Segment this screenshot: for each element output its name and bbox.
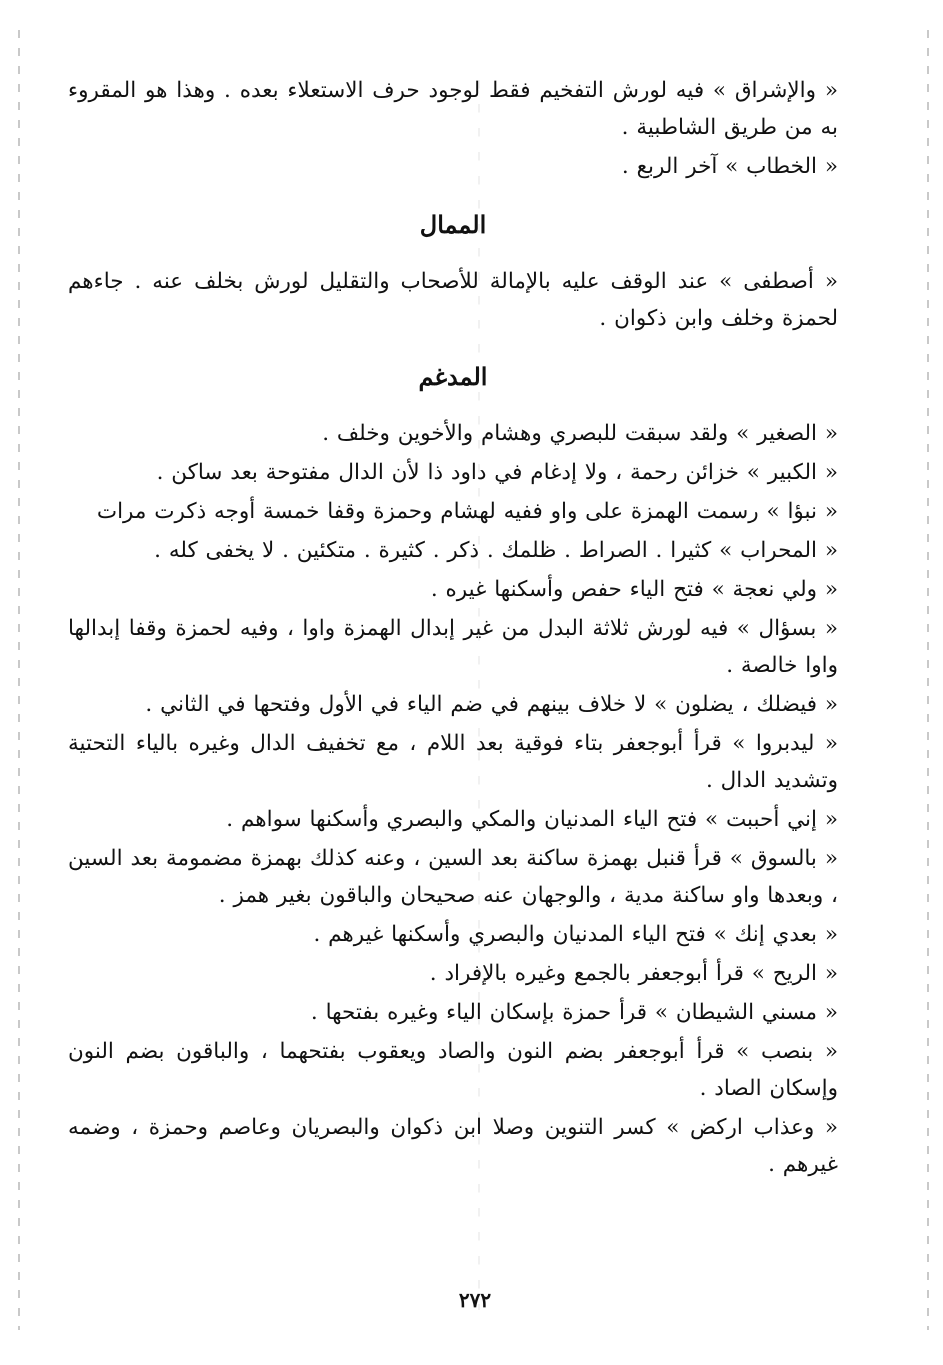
paragraph-ishraq: « والإشراق » فيه لورش التفخيم فقط لوجود حرف الاستعلاء بعده . وهذا هو المقروء به من طريق الشاطبية . xyxy=(68,78,838,140)
paragraph-massaniya: « مسني الشيطان » قرأ حمزة بإسكان الياء وغيره بفتحها . xyxy=(310,1000,838,1025)
left-scan-dots xyxy=(18,30,20,1330)
paragraph-kabir: « الكبير » خزائن رحمة ، ولا إدغام في داود ذا لأن الدال مفتوحة بعد ساكن . xyxy=(156,460,838,485)
paragraph-khitab: « الخطاب » آخر الربع . xyxy=(621,154,838,179)
arabic-text-block xyxy=(68,72,838,1185)
paragraph-bisuali: « بسؤال » فيه لورش ثلاثة البدل من غير إبدال الهمزة واوا ، وفيه لحمزة وقفا إبدالها واوا خالصة . xyxy=(68,616,838,678)
paragraph-saghir: « الصغير » ولقد سبقت للبصري وهشام والأخوين وخلف . xyxy=(322,421,838,446)
paragraph-astafa: « أصطفى » عند الوقف عليه بالإمالة للأصحاب والتقليل لورش بخلف عنه . جاءهم لحمزة وخلف وابن ذكوان . xyxy=(68,269,838,331)
paragraph-mihrab: « المحراب » كثيرا . الصراط . ظلمك . ذكر . كثيرة . متكئين . لا يخفى كله . xyxy=(154,538,838,563)
paragraph-wali-naja: « ولي نعجة » فتح الياء حفص وأسكنها غيره . xyxy=(430,577,838,602)
paragraph-badi-innaka: « بعدي إنك » فتح الياء المدنيان والبصري وأسكنها غيرهم . xyxy=(313,922,838,947)
paragraph-fayudillaka: « فيضلك ، يضلون » لا خلاف بينهم في ضم الياء في الأول وفتحها في الثاني . xyxy=(145,692,838,717)
right-scan-dots xyxy=(927,30,929,1330)
paragraph-inni-ahbabtu: « إني أحببت » فتح الياء المدنيان والمكي والبصري وأسكنها سواهم . xyxy=(226,807,838,832)
paragraph-bissuq: « بالسوق » قرأ قنبل بهمزة ساكنة بعد السين ، وعنه كذلك بهمزة مضمومة بعد السين ، وبعدها واو ساكنة مدية ، والوجهان عنه صحيحان والباقون بغير همز . xyxy=(68,846,838,908)
paragraph-binusb: « بنصب » قرأ أبوجعفر بضم النون والصاد ويعقوب بفتحهما ، والباقون بضم النون وإسكان الصاد . xyxy=(68,1039,838,1101)
paragraph-nabau: « نبؤا » رسمت الهمزة على واو ففيه لهشام وحمزة وقفا خمسة أوجه ذكرت مرات xyxy=(96,499,838,524)
paragraph-liyaddabbaru: « ليدبروا » قرأ أبوجعفر بتاء فوقية بعد اللام ، مع تخفيف الدال وغيره بالياء التحتية وتشديد الدال . xyxy=(68,731,838,793)
paragraph-adhab-urkud: « وعذاب اركض » كسر التنوين وصلا ابن ذكوان والبصريان وعاصم وحمزة ، وضمه غيرهم . xyxy=(68,1115,838,1177)
section-heading-mumal: الممال xyxy=(419,210,487,239)
page-number: ٢٧٢ xyxy=(458,1288,492,1312)
section-heading-mudgham: المدغم xyxy=(418,362,488,391)
paragraph-ar-rih: « الريح » قرأ أبوجعفر بالجمع وغيره بالإفراد . xyxy=(429,961,838,986)
